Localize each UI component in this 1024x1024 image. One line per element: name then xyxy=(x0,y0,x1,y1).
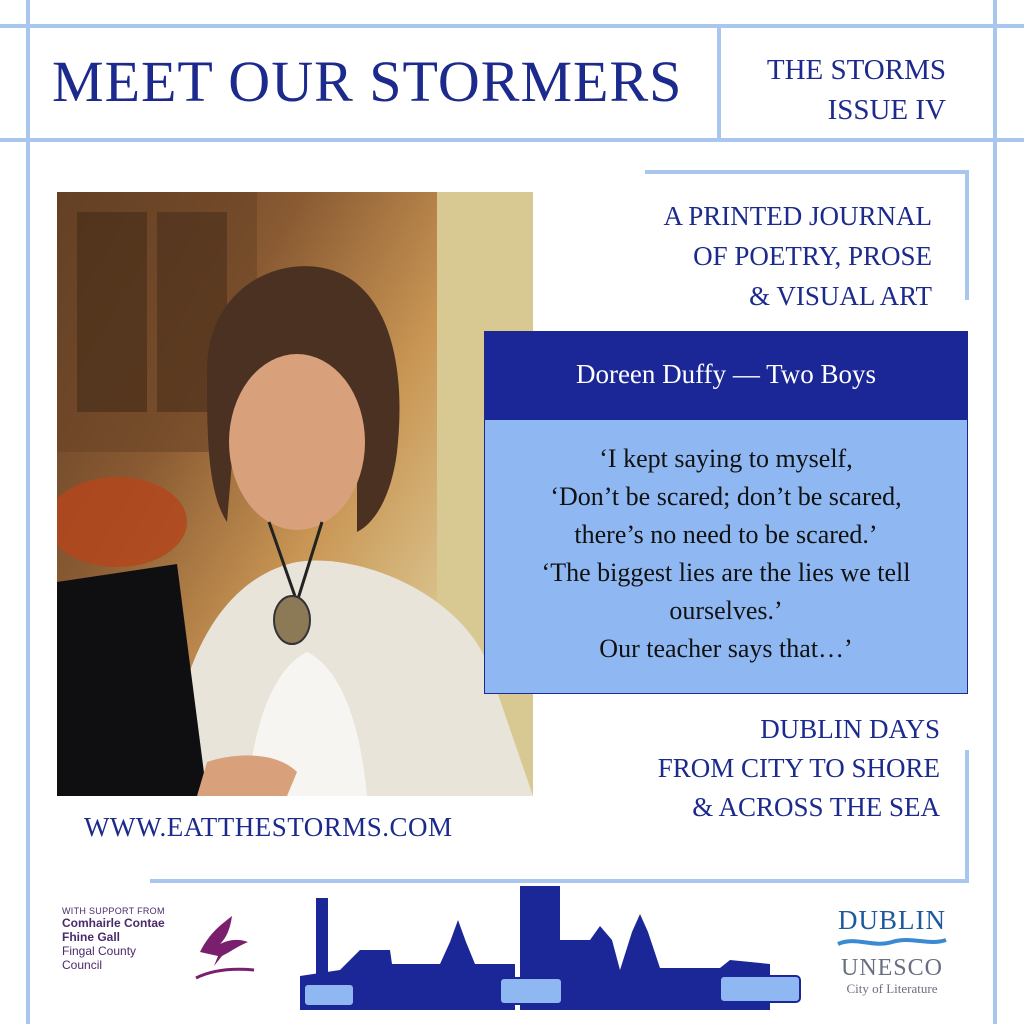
sponsor-block xyxy=(62,906,192,972)
issue-line-2: ISSUE IV xyxy=(827,94,946,126)
unesco-label: UNESCO xyxy=(840,955,943,981)
author-portrait-illustration xyxy=(57,192,533,796)
sponsor-line-1: Comhairle Contae xyxy=(62,916,165,930)
quote-line: Our teacher says that…’ xyxy=(599,634,853,663)
author-photo xyxy=(57,192,533,796)
frame-line-tag-right xyxy=(965,170,969,300)
quote-line: ‘The biggest lies are the lies we tell xyxy=(541,558,911,587)
quote-line: there’s no need to be scared.’ xyxy=(574,520,878,549)
frame-line-tag-top xyxy=(645,170,969,174)
tagline-line-1: A PRINTED JOURNAL xyxy=(663,201,932,231)
website-link[interactable]: WWW.EATTHESTORMS.COM xyxy=(84,812,453,842)
fingal-bird-logo-icon xyxy=(192,912,258,982)
tagline-line-2: OF POETRY, PROSE xyxy=(693,241,932,271)
frame-line-left xyxy=(26,0,30,1024)
support-label: WITH SUPPORT FROM xyxy=(62,906,165,916)
sponsor-line-3: Fingal County xyxy=(62,944,137,958)
unesco-dublin: DUBLIN xyxy=(838,905,946,935)
unesco-city-of-literature: City of Literature xyxy=(846,981,938,996)
dublin-days-line-3: & ACROSS THE SEA xyxy=(692,792,940,822)
dublin-days-line-2: FROM CITY TO SHORE xyxy=(657,753,940,783)
frame-line-header-bottom xyxy=(0,138,1024,142)
page-title: MEET OUR STORMERS xyxy=(52,49,683,114)
feature-quote-card xyxy=(484,331,968,694)
frame-line-header-divider xyxy=(717,28,721,140)
feature-quote xyxy=(485,440,967,668)
quote-line: ‘Don’t be scared; don’t be scared, xyxy=(550,482,902,511)
sponsor-line-4: Council xyxy=(62,958,103,972)
unesco-wave-icon xyxy=(836,934,948,950)
issue-label xyxy=(726,50,946,130)
journal-tagline xyxy=(612,196,932,316)
tagline-line-3: & VISUAL ART xyxy=(749,281,932,311)
frame-line-top xyxy=(0,24,1024,28)
quote-line: ourselves.’ xyxy=(669,596,783,625)
frame-line-right xyxy=(993,0,997,1024)
issue-line-1: THE STORMS xyxy=(766,54,946,86)
feature-heading: Doreen Duffy — Two Boys xyxy=(485,332,967,420)
frame-line-lower-right xyxy=(965,750,969,882)
dublin-days-line-1: DUBLIN DAYS xyxy=(760,714,940,744)
unesco-logo xyxy=(836,906,948,997)
quote-line: ‘I kept saying to myself, xyxy=(599,444,853,473)
dublin-days-tagline xyxy=(560,710,940,827)
sponsor-line-2: Fhine Gall xyxy=(62,930,121,944)
dublin-skyline-icon xyxy=(300,880,810,1010)
